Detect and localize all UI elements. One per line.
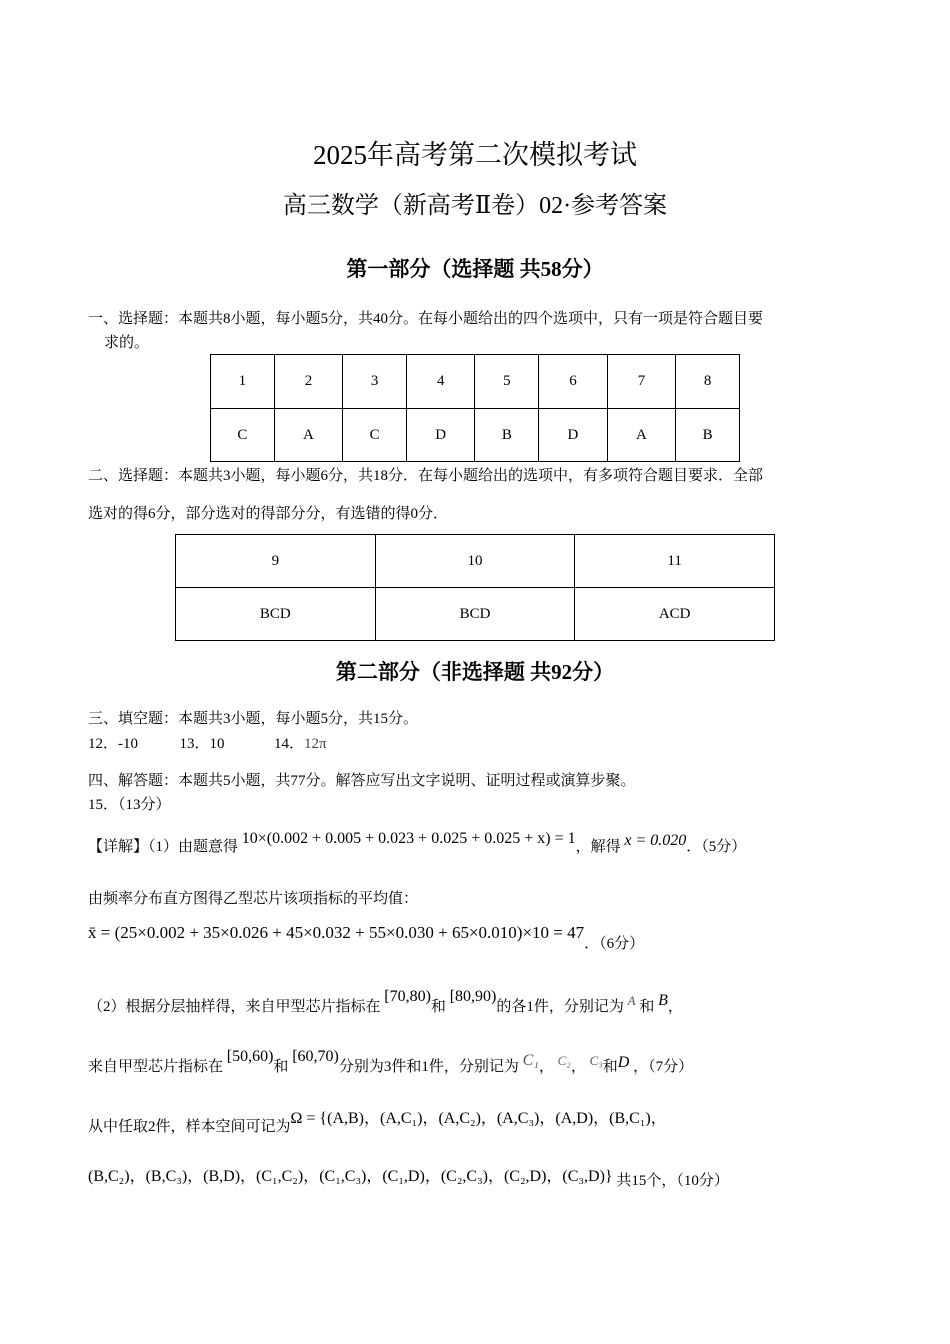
table2-answer: BCD: [176, 588, 376, 641]
exam-title: 2025年高考第二次模拟考试: [313, 140, 637, 170]
step1-solution: x = 0.020: [624, 832, 687, 849]
table1-num: 2: [274, 355, 343, 409]
label-C2: C₂: [557, 1053, 571, 1068]
table1-num: 5: [475, 355, 539, 409]
step1-line: [88, 830, 747, 858]
table1-answer: B: [475, 409, 539, 462]
sec3-header: 三、填空题：本题共3小题，每小题5分，共15分。: [88, 711, 419, 727]
table1-num: 6: [539, 355, 608, 409]
q15-label: 15．（13分）: [88, 797, 171, 813]
interval-70-80: [70,80): [384, 988, 431, 1005]
answer-table-2: [175, 534, 775, 641]
fill-ans: 12π: [304, 736, 327, 752]
word-and: 和: [602, 1059, 618, 1075]
mean-intro: 由频率分布直方图得乙型芯片该项指标的平均值：: [88, 891, 419, 907]
label-C1: C₁: [522, 1052, 539, 1069]
table1-num: 7: [607, 355, 676, 409]
step1-equation: 10×(0.002 + 0.005 + 0.023 + 0.025 + 0.025 + x) = 1: [241, 830, 576, 847]
step2-b: 的各1件，分别记为: [496, 999, 624, 1015]
step2-c-score: ，（7分）: [633, 1059, 694, 1075]
fill-num: 14．: [274, 736, 305, 752]
table1-answer: D: [539, 409, 608, 462]
table1-num: 4: [406, 355, 475, 409]
step2-line1: [88, 988, 683, 1018]
fill-ans: 10: [209, 736, 225, 752]
fill-answers: [88, 733, 327, 755]
space-line2: [88, 1170, 729, 1192]
label-B: B: [658, 992, 668, 1009]
interval-50-60: [50,60): [226, 1048, 274, 1065]
sec1-line1: 一、选择题：本题共8小题，每小题5分，共40分。在每小题给出的四个选项中，只有一项是符合题目要: [88, 311, 764, 327]
interval-60-70: [60,70): [292, 1048, 339, 1065]
table1-num: 8: [676, 355, 740, 409]
sec2-line1: 二、选择题：本题共3小题，每小题6分，共18分．在每小题给出的选项中，有多项符合题目要求．全部: [88, 468, 764, 484]
table2-num: 11: [575, 535, 775, 588]
step1-pre: （1）由题意得: [148, 839, 239, 855]
exam-subtitle: 高三数学（新高考Ⅱ卷）02·参考答案: [282, 193, 668, 219]
step2-c-pre: 来自甲型芯片指标在: [88, 1059, 224, 1075]
comma: ，: [538, 1059, 554, 1075]
table1-num: 3: [343, 355, 407, 409]
step2-c-mid: 分别为3件和1件，分别记为: [338, 1059, 519, 1075]
space-line1: [88, 1110, 667, 1138]
table1-num: 1: [211, 355, 275, 409]
word-and: 和: [430, 999, 446, 1015]
table2-answer: ACD: [575, 588, 775, 641]
fill-num: 13．: [179, 736, 210, 752]
answer-table-1: [210, 354, 740, 462]
label-D: D: [617, 1054, 630, 1071]
sample-space-part2: (B,C₂)，(B,C₃)，(B,D)，(C₁,C₂)，(C₁,C₃)，(C₁,D)，(C₂,C₃)，(C₂,D)，(C₃,D)}: [88, 1168, 613, 1185]
table1-answer: A: [274, 409, 343, 462]
table2-answer: BCD: [375, 588, 575, 641]
sample-space-part1: Ω = {(A,B)，(A,C₁)，(A,C₂)，(A,C₃)，(A,D)，(B,C₁)，: [290, 1110, 667, 1127]
step1-score: ．（5分）: [686, 839, 747, 855]
mean-score: ．（6分）: [584, 936, 645, 952]
table1-answer: B: [676, 409, 740, 462]
table2-num: 10: [375, 535, 575, 588]
sec1-line2: 求的。: [104, 335, 150, 351]
interval-80-90: [80,90): [449, 988, 497, 1005]
space-count: 共15个，（10分）: [616, 1173, 729, 1189]
part1-heading: 第一部分（选择题 共58分）: [346, 257, 604, 281]
table2-num: 9: [176, 535, 376, 588]
sec2-line2: 选对的得6分，部分选对的得部分分，有选错的得0分．: [88, 506, 449, 522]
table1-answer: D: [406, 409, 475, 462]
label-A: A: [627, 993, 636, 1008]
table1-answer: C: [211, 409, 275, 462]
detail-label: 【详解】: [88, 839, 149, 855]
mean-equation: x̄ = (25×0.002 + 35×0.026 + 45×0.032 + 55×0.030 + 65×0.010)×10 = 47: [88, 923, 585, 942]
part2-heading: 第二部分（非选择题 共92分）: [335, 660, 615, 684]
step2-a: （2）根据分层抽样得，来自甲型芯片指标在: [88, 999, 381, 1015]
comma: ，: [667, 999, 683, 1015]
comma: ，: [570, 1059, 586, 1075]
word-and: 和: [273, 1059, 289, 1075]
mean-line: [88, 922, 645, 952]
sec4-header: 四、解答题：本题共5小题，共77分。解答应写出文字说明、证明过程或演算步聚。: [88, 773, 636, 789]
space-pre: 从中任取2件，样本空间可记为: [88, 1119, 291, 1135]
fill-num: 12．: [88, 736, 119, 752]
word-and: 和: [639, 999, 655, 1015]
label-C3: C₃: [589, 1053, 603, 1068]
table1-answer: C: [343, 409, 407, 462]
fill-ans: -10: [118, 736, 139, 752]
step1-mid: ，解得: [575, 839, 621, 855]
table1-answer: A: [607, 409, 676, 462]
step2-line2: [88, 1048, 694, 1078]
